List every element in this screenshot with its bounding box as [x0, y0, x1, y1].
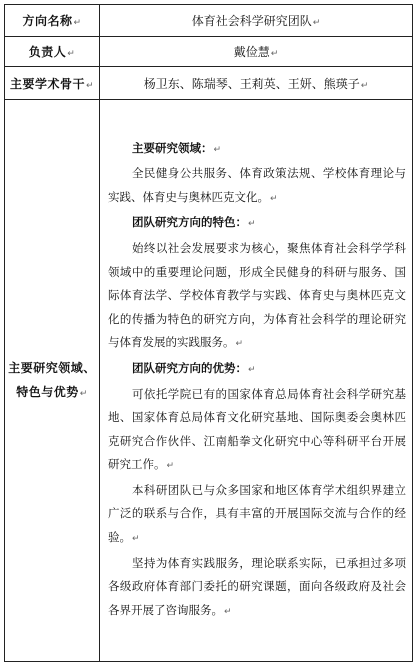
- feature-text-paragraph: [108, 237, 406, 357]
- paragraph-mark: ↵: [224, 606, 232, 617]
- paragraph-mark: ↵: [270, 49, 279, 59]
- paragraph-mark: ↵: [270, 193, 278, 204]
- feature-heading: 团队研究方向的特色：: [132, 215, 247, 230]
- leader-row: [5, 37, 413, 67]
- members-value-cell: [100, 67, 413, 100]
- area-heading: 主要研究领域：: [132, 140, 213, 155]
- research-row: [5, 100, 413, 662]
- direction-label: 方向名称: [22, 14, 73, 28]
- feature-heading-paragraph: [108, 211, 406, 237]
- advantage-text-1: 可依托学院已有的国家体育总局体育社会科学研究基地、国家体育总局体育文化研究基地、国际奥委会奥林匹克研究合作伙伴、江南船拳文化研究中心等科研平台开展研究工作。: [108, 386, 406, 472]
- paragraph-mark: ↵: [166, 461, 175, 472]
- research-label-line2: 特色与优势: [16, 384, 79, 399]
- direction-label-cell: [5, 5, 100, 37]
- research-label-line1: 主要研究领域、: [8, 360, 96, 375]
- team-info-table: [4, 4, 413, 662]
- area-heading-paragraph: [108, 137, 406, 163]
- area-text-paragraph: [108, 162, 406, 211]
- advantage-heading: 团队研究方向的优势：: [132, 360, 247, 375]
- direction-value: 体育社会科学研究团队: [191, 14, 312, 28]
- paragraph-mark: ↵: [73, 18, 82, 28]
- advantage-text-2: 本科研团队已与众多国家和地区体育学术组织界建立广泛的联系与合作，具有丰富的开展国际交流与合作的经验。: [108, 482, 406, 545]
- paragraph-mark: ↵: [312, 18, 321, 28]
- paragraph-mark: ↵: [235, 339, 244, 350]
- direction-row: [5, 5, 413, 37]
- advantage-text-1-paragraph: [108, 383, 406, 479]
- area-text: 全民健身公共服务、体育政策法规、学校体育理论与实践、体育史与奥林匹克文化。: [108, 166, 406, 204]
- paragraph-mark: ↵: [248, 219, 256, 230]
- members-label: 主要学术骨干: [9, 76, 85, 91]
- advantage-text-2-paragraph: [108, 479, 406, 552]
- paragraph-mark: ↵: [79, 388, 88, 399]
- advantage-text-3-paragraph: [108, 552, 406, 625]
- leader-value: 戴俭慧: [233, 45, 270, 59]
- paragraph-mark: ↵: [132, 534, 140, 545]
- paragraph-mark: ↵: [248, 364, 256, 375]
- paragraph-mark: ↵: [85, 80, 95, 91]
- paragraph-mark: ↵: [67, 49, 76, 59]
- leader-label: 负责人: [28, 45, 67, 59]
- direction-value-cell: [100, 5, 413, 37]
- advantage-heading-paragraph: [108, 357, 406, 383]
- members-label-cell: [5, 67, 100, 100]
- members-row: [5, 67, 413, 100]
- leader-value-cell: [100, 37, 413, 67]
- research-label-cell: [5, 100, 100, 662]
- members-value: 杨卫东、陈瑞琴、王莉英、王妍、熊瑛子: [143, 76, 360, 91]
- advantage-text-3: 坚持为体育实践服务，理论联系实际，已承担过多项各级政府体育部门委托的研究课题，面向各级政府及社会各界开展了咨询服务。: [108, 555, 406, 617]
- paragraph-mark: ↵: [360, 80, 369, 91]
- feature-text: 始终以社会发展要求为核心，聚焦体育社会科学学科领域中的重要理论问题，形成全民健身的科研与服务、国际体育法学、学校体育教学与实践、体育史与奥林匹克文化的传播为特色的研究方向，为体育社会科学的理论研究与体育发展的实践服务。: [108, 240, 406, 350]
- leader-label-cell: [5, 37, 100, 67]
- paragraph-mark: ↵: [213, 144, 222, 155]
- research-content-cell: [100, 100, 413, 662]
- research-label-line2-wrap: [6, 380, 98, 406]
